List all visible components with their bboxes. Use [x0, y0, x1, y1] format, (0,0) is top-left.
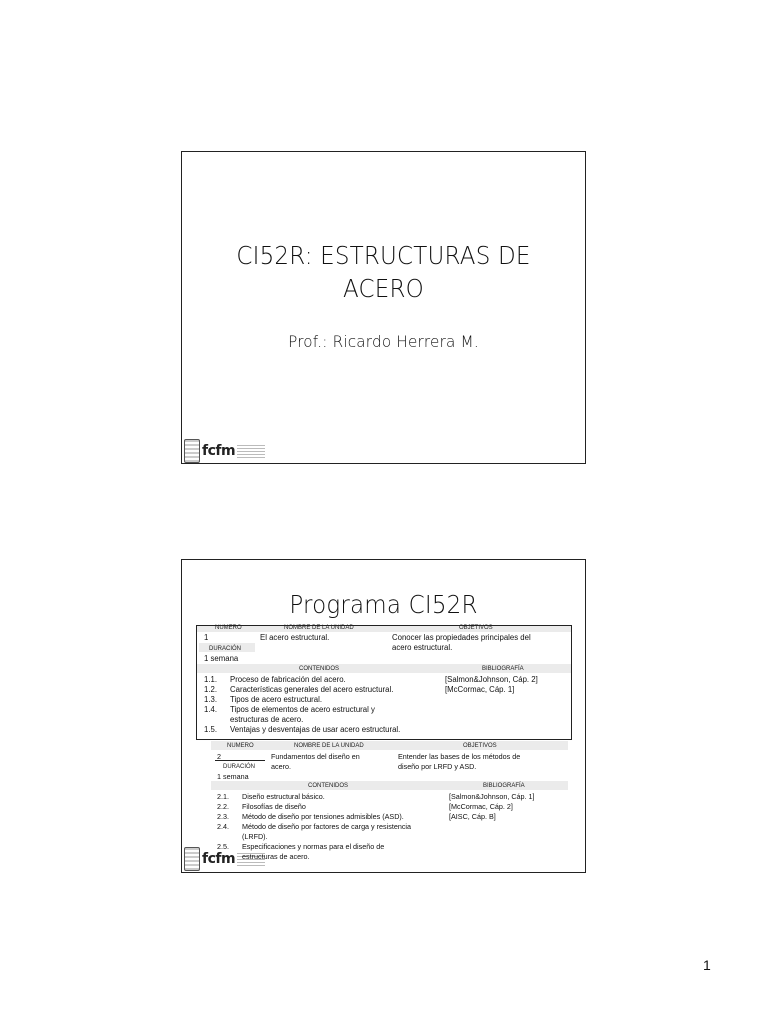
header-band: [197, 626, 571, 632]
list-item: 1.1. Proceso de fabricación del acero.: [204, 675, 346, 684]
list-item: 2.5. Especificaciones y normas para el diseño de: [217, 842, 385, 851]
header-numero: NUMERO: [215, 625, 242, 631]
crest-icon: [184, 439, 200, 463]
bibliography-item: [Salmon&Johnson, Cáp. 1]: [449, 792, 535, 801]
duration-value: 1 semana: [217, 772, 249, 781]
bibliography-item: [AISC, Cáp. B]: [449, 812, 496, 821]
unit-1-table: [196, 625, 572, 740]
list-item: 1.4. Tipos de elementos de acero estructural y: [204, 705, 375, 714]
list-item: 1.2. Características generales del acero estructural.: [204, 685, 394, 694]
bibliography-item: [McCormac, Cáp. 1]: [445, 685, 515, 694]
unit-2-table: [211, 741, 568, 869]
professor-name: Prof.: Ricardo Herrera M.: [288, 332, 479, 351]
header-duracion: DURACIÓN: [209, 646, 242, 652]
divider: [215, 760, 265, 761]
unit-number: 1: [204, 633, 209, 642]
list-item: (LRFD).: [242, 832, 268, 841]
header-objetivos: OBJETIVOS: [459, 625, 493, 631]
list-item: estructuras de acero.: [242, 852, 310, 861]
header-numero: NUMERO: [227, 743, 254, 749]
title-line-2: ACERO: [343, 274, 424, 303]
duration-value: 1 semana: [204, 654, 239, 663]
crest-icon: [184, 847, 200, 871]
header-objetivos: OBJETIVOS: [463, 743, 497, 749]
list-item: 2.3. Método de diseño por tensiones admisibles (ASD).: [217, 812, 404, 821]
header-bibliografia: BIBLIOGRAFÍA: [482, 666, 524, 672]
bibliography-list: [445, 675, 538, 695]
unit-number: 2: [217, 752, 221, 761]
list-item: 1.3. Tipos de acero estructural.: [204, 695, 323, 704]
objectives-line-2: acero estructural.: [392, 643, 453, 652]
bibliography-item: [McCormac, Cáp. 2]: [449, 802, 513, 811]
header-nombre: NOMBRE DE LA UNIDAD: [294, 743, 364, 749]
list-item: 1.5. Ventajas y desventajas de usar acero estructural.: [204, 725, 401, 734]
header-band: [211, 741, 568, 750]
header-bibliografia: BIBLIOGRAFÍA: [483, 783, 525, 789]
objectives-line-1: Entender las bases de los métodos de: [398, 752, 521, 761]
list-item: 2.4. Método de diseño por factores de carga y resistencia: [217, 822, 412, 831]
logo-wordmark: fcfm: [202, 851, 236, 867]
title-line-1: CI52R: ESTRUCTURAS DE: [236, 241, 531, 270]
slide-title: Programa CI52R: [289, 590, 478, 619]
title-slide: [181, 151, 586, 464]
fcfm-logo: [184, 439, 265, 463]
logo-subtext-graphic: [237, 444, 265, 458]
objectives-line-2: diseño por LRFD y ASD.: [398, 762, 477, 771]
unit-name-line-1: Fundamentos del diseño en: [271, 752, 360, 761]
header-contenidos: CONTENIDOS: [299, 666, 340, 672]
unit-name-line-2: acero.: [271, 762, 291, 771]
list-item: estructuras de acero.: [230, 715, 304, 724]
header-duracion: DURACIÓN: [223, 764, 256, 770]
bibliography-item: [Salmon&Johnson, Cáp. 2]: [445, 675, 538, 684]
list-item: 2.1. Diseño estructural básico.: [217, 792, 325, 801]
contents-list: [204, 675, 400, 735]
logo-wordmark: fcfm: [202, 443, 236, 459]
contents-list: [217, 792, 411, 862]
slide-title: [198, 239, 569, 305]
bibliography-list: [449, 792, 535, 822]
unit-name: El acero estructural.: [260, 633, 330, 642]
header-nombre: NOMBRE DE LA UNIDAD: [284, 625, 354, 631]
header-contenidos: CONTENIDOS: [308, 783, 349, 789]
page-number: 1: [703, 957, 711, 973]
objectives-line-1: Conocer las propiedades principales del: [392, 633, 531, 642]
list-item: 2.2. Filosofías de diseño: [217, 802, 306, 811]
